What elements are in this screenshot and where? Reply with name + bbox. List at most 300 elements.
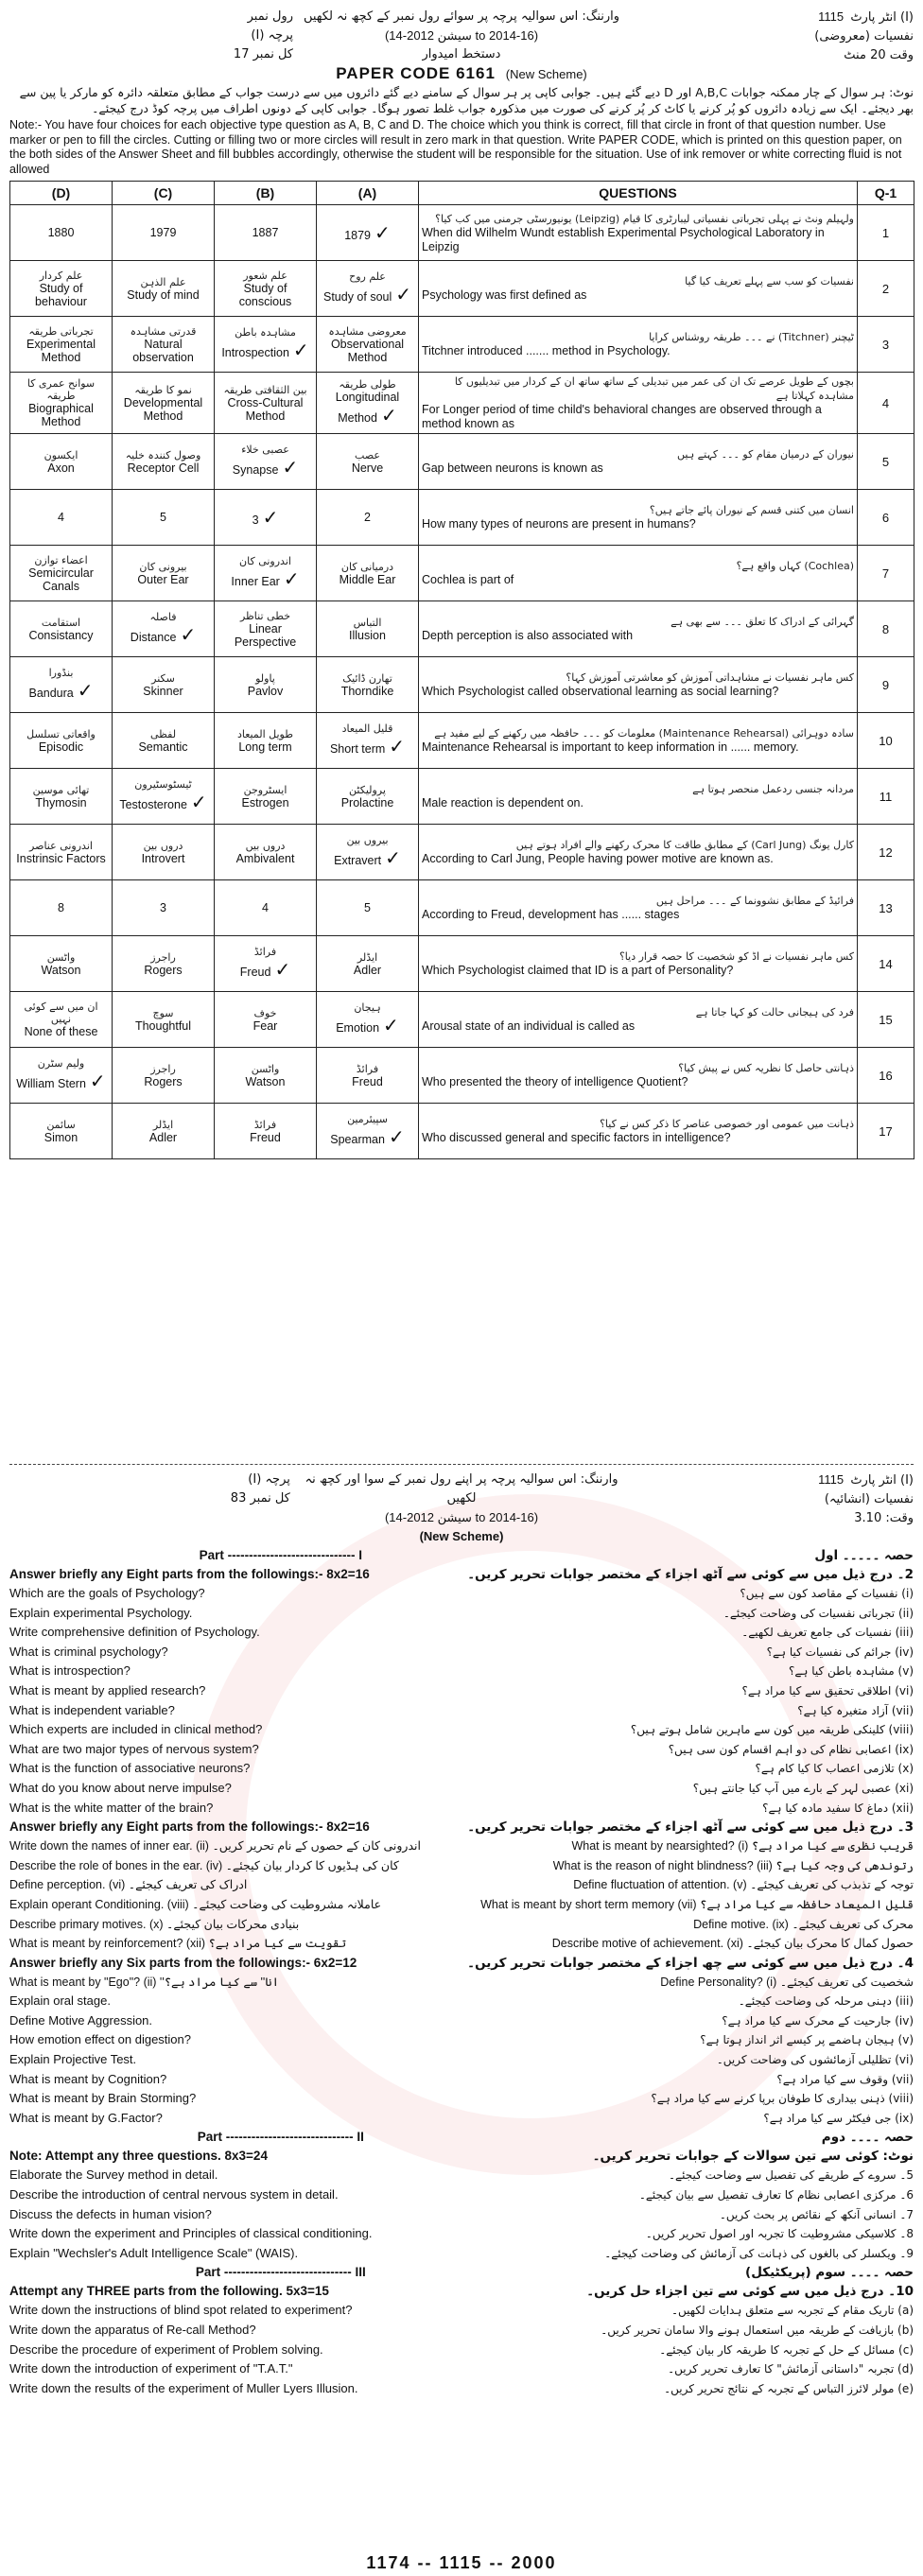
option-d-urdu: سوانح عمری کا طریقہ	[26, 377, 96, 402]
option-a-urdu: ایڈلر	[357, 950, 378, 964]
scheme-text: (New Scheme)	[505, 67, 587, 81]
question-item	[9, 2205, 914, 2225]
check-mark-icon: ✓	[374, 222, 391, 244]
q3-heading: Answer briefly any Eight parts from the followings:- 8x2=16 3۔ درج ذیل میں سے کوئی سے آٹھ اجزاء کے مختصر جوابات تحریر کریں۔	[9, 1819, 914, 1836]
check-mark-icon: ✓	[380, 406, 397, 426]
time-label-2: وقت: 3.10	[854, 1511, 914, 1525]
mcq-row	[10, 373, 914, 434]
option-b	[215, 261, 317, 317]
check-mark-icon: ✓	[282, 458, 299, 479]
question-urdu: گہرائی کے ادراک کا تعلق ۔۔۔ سے بھی ہے	[670, 616, 854, 628]
question-text: How many types of neurons are present in humans?	[422, 517, 696, 531]
question-cell	[419, 657, 858, 713]
question-urdu: ذہانتی حاصل کا نظریہ کس نے پیش کیا؟	[678, 1062, 854, 1074]
question-item	[9, 1701, 914, 1721]
question-item	[9, 2244, 914, 2264]
objective-header	[9, 8, 914, 84]
option-d	[10, 317, 113, 373]
option-b	[215, 992, 317, 1048]
question-number: 5	[858, 434, 914, 490]
option-c-text: Receptor Cell	[127, 461, 200, 475]
option-b-urdu: عصبی خلاء	[241, 444, 289, 456]
objective-section	[9, 8, 914, 1159]
subjective-section	[9, 1458, 914, 2398]
option-c	[113, 434, 215, 490]
question-text: According to Freud, development has ...... stages	[422, 908, 680, 921]
option-b-text: Synapse ✓	[232, 458, 299, 479]
question-urdu: کس ماہر نفسیات نے مشاہداتی آموزش کو معاشرتی آموزش کہا؟	[566, 671, 854, 684]
mcq-row	[10, 825, 914, 880]
option-c-urdu: دروں بین	[143, 839, 183, 852]
question-urdu: (vii) وقوف سے کیا مراد ہے؟	[776, 2072, 914, 2086]
option-a-urdu: تھارن ڈائیک	[342, 671, 392, 685]
question-item	[9, 1584, 914, 1604]
option-c-urdu: سوچ	[152, 1006, 174, 1019]
question-item	[9, 1740, 914, 1760]
option-c-urdu: علم الذہن	[140, 275, 186, 288]
option-b	[215, 317, 317, 373]
question-urdu: (ix) اعصابی نظام کی دو اہم اقسام کون سی ہیں؟	[668, 1742, 914, 1756]
option-d	[10, 490, 113, 546]
option-c-urdu: راجرز	[150, 1062, 176, 1075]
section-divider	[9, 1464, 914, 1465]
question-text: When did Wilhelm Wundt establish Experimental Psychological Laboratory in Leipzig	[422, 225, 825, 253]
question-item	[9, 2050, 914, 2070]
option-b-urdu: مشاہدہ باطن	[235, 326, 296, 339]
question-english: Write comprehensive definition of Psychology.	[9, 1625, 260, 1640]
option-b-text: 3 ✓	[252, 507, 279, 529]
question-cell	[419, 1104, 858, 1159]
exam-code: 1115	[818, 9, 845, 24]
question-pair	[9, 1934, 914, 1954]
option-c-text: Introvert	[141, 851, 185, 865]
mcq-row	[10, 601, 914, 657]
question-text: Psychology was first defined as	[422, 288, 587, 302]
question-item	[9, 1720, 914, 1740]
option-d	[10, 1048, 113, 1104]
option-a-urdu: التباس	[353, 616, 382, 629]
question-cell	[419, 434, 858, 490]
question-english: What do you know about nerve impulse?	[9, 1780, 232, 1795]
question-number: 10	[858, 713, 914, 769]
question-right: What is the reason of night blindness? (iii) رتوندھی کی وجہ کیا ہے؟	[552, 1858, 914, 1872]
question-urdu: نیوران کے درمیان مقام کو ۔۔۔ کہتے ہیں	[677, 448, 854, 461]
option-c	[113, 769, 215, 825]
question-cell	[419, 1048, 858, 1104]
option-c-text: Skinner	[143, 684, 183, 698]
option-c	[113, 936, 215, 992]
option-b	[215, 373, 317, 434]
option-d	[10, 373, 113, 434]
question-urdu: 5۔ سروے کے طریقے کی تفصیل سے وضاحت کیجئے۔	[669, 2168, 914, 2183]
question-left: Define perception. (vi) ادراک کی تعریف کیجئے۔	[9, 1878, 248, 1892]
option-a-urdu: فرائڈ	[356, 1062, 379, 1075]
question-urdu: کس ماہر نفسیات نے اڈ کو شخصیت کا حصہ قرار دیا؟	[618, 950, 854, 963]
option-a	[317, 1048, 419, 1104]
question-english: Write down the apparatus of Re-call Method?	[9, 2323, 256, 2337]
question-item	[9, 1643, 914, 1662]
question-item	[9, 2341, 914, 2360]
option-a-urdu: عصب	[355, 448, 380, 461]
question-item	[9, 2379, 914, 2399]
option-a-urdu: علم روح	[349, 270, 386, 283]
option-c	[113, 205, 215, 261]
check-mark-icon: ✓	[262, 507, 279, 529]
sign-label: دستخط امیدوار	[422, 47, 501, 61]
exam-code-2: 1115	[818, 1472, 845, 1487]
option-c	[113, 261, 215, 317]
col-d-header: (D)	[10, 182, 113, 205]
warning-text-2: وارننگ: اس سوالیہ پرچہ پر اپنے رول نمبر کے سوا اور کچھ نہ لکھیں	[305, 1472, 618, 1506]
question-urdu: مردانہ جنسی ردعمل منحصر ہوتا ہے	[692, 783, 854, 795]
option-b-text: Freud	[250, 1130, 281, 1144]
q2-heading: Answer briefly any Eight parts from the followings:- 8x2=16 2۔ درج ذیل میں سے کوئی سے آٹھ اجزاء کے مختصر جوابات تحریر کریں۔	[9, 1567, 914, 1582]
option-d-urdu: بنڈورا	[48, 667, 74, 679]
option-c-text: Developmental Method	[123, 395, 203, 423]
option-c-urdu: لفظی	[149, 727, 177, 740]
check-mark-icon: ✓	[385, 848, 401, 869]
question-text: For Longer period of time child's behavioral changes are observed through a method known as	[422, 403, 822, 430]
question-urdu: بچوں کے طویل عرصے تک ان کی عمر میں تبدیلی کے ساتھ ساتھ ان کے کردار میں تبدیلیوں کا مشاہدہ کہلاتا ہے	[454, 375, 854, 402]
mcq-row	[10, 205, 914, 261]
question-english: Explain "Wechsler's Adult Intelligence Scale" (WAIS).	[9, 2245, 299, 2260]
question-urdu: (a) تاریک مقام کے تجربہ سے متعلق ہدایات لکھیں۔	[671, 2304, 914, 2318]
check-mark-icon: ✓	[292, 340, 309, 361]
question-number: 14	[858, 936, 914, 992]
option-a-text: Prolactine	[340, 795, 394, 809]
mcq-row	[10, 546, 914, 601]
question-item	[9, 1779, 914, 1799]
option-b-urdu: ایسٹروجن	[243, 783, 287, 796]
option-d	[10, 992, 113, 1048]
question-english: Which experts are included in clinical method?	[9, 1722, 263, 1737]
option-c-text: Study of mind	[127, 287, 200, 302]
question-english: What is criminal psychology?	[9, 1644, 168, 1659]
option-d-text: Study of behaviour	[35, 281, 87, 308]
option-c-urdu: سکنر	[151, 671, 175, 685]
option-a-text: 1879 ✓	[344, 222, 391, 244]
option-a	[317, 373, 419, 434]
mcq-row	[10, 261, 914, 317]
question-right: Describe motive of achievement. (xi) حصول کمال کا محرک بیان کیجئے۔	[551, 1937, 914, 1951]
question-text: Depth perception is also associated with	[422, 629, 634, 642]
question-urdu: (e) مولر لائرز التباس کے تجربہ کے نتائج تحریر کریں۔	[664, 2381, 914, 2395]
option-b-text: Ambivalent	[235, 851, 295, 865]
option-b-text: Estrogen	[241, 795, 289, 809]
col-b-header: (B)	[215, 182, 317, 205]
option-c-text: Rogers	[144, 1074, 183, 1088]
question-urdu: (v) ہیجان ہاضمے پر کیسے اثر انداز ہوتا ہے؟	[700, 2033, 914, 2047]
question-urdu: (vi) تظلیلی آزمائشوں کی وضاحت کریں۔	[716, 2053, 914, 2067]
option-b-text: 4	[262, 901, 269, 914]
question-urdu: (xi) عصبی لہر کے بارے میں آپ کیا جانتے ہیں؟	[692, 1781, 914, 1795]
option-c	[113, 825, 215, 880]
question-urdu: فرد کی ہیجانی حالت کو کہا جاتا ہے	[695, 1006, 854, 1018]
question-urdu: (iii) نفسیات کی جامع تعریف لکھیے۔	[741, 1626, 914, 1640]
mcq-row	[10, 713, 914, 769]
option-b-urdu: اندرونی کان	[239, 555, 291, 567]
question-urdu: (iii) دہنی مرحلہ کی وضاحت کیجئے۔	[738, 1994, 914, 2009]
question-english: Elaborate the Survey method in detail.	[9, 2167, 218, 2183]
option-c-text: Rogers	[144, 963, 183, 977]
option-d	[10, 205, 113, 261]
q4-heading: Answer briefly any Six parts from the followings:- 6x2=12 4۔ درج ذیل میں سے کوئی سے چھ اجزاء کے مختصر جوابات تحریر کریں۔	[9, 1955, 914, 1971]
option-b-text: Study of conscious	[238, 281, 292, 308]
option-c-urdu: قدرتی مشاہدہ	[130, 324, 197, 338]
option-b	[215, 1104, 317, 1159]
question-left: Describe the role of bones in the ear. (iv) کان کی ہڈیوں کا کردار بیان کیجئے۔	[9, 1858, 399, 1872]
option-b	[215, 936, 317, 992]
question-right: What is meant by short term memory (vii) قلیل المیعاد حافظہ سے کیا مراد ہے؟	[480, 1897, 914, 1911]
question-cell	[419, 880, 858, 936]
option-b	[215, 769, 317, 825]
option-a	[317, 880, 419, 936]
question-text: Gap between neurons is known as	[422, 461, 603, 475]
option-c	[113, 490, 215, 546]
option-c-urdu: راجرز	[150, 950, 176, 964]
option-c	[113, 546, 215, 601]
option-d-text: Bandura ✓	[28, 681, 94, 702]
option-a	[317, 769, 419, 825]
option-b	[215, 825, 317, 880]
option-a-text: Longitudinal Method ✓	[335, 391, 400, 426]
question-urdu: (xii) دماغ کا سفید مادہ کیا ہے؟	[762, 1801, 914, 1815]
option-d-text: None of these	[24, 1025, 98, 1038]
option-b	[215, 434, 317, 490]
question-urdu: فرائیڈ کے مطابق نشوونما کے ۔۔۔ مراحل ہیں	[655, 895, 854, 907]
part-3-title: Part ------------------------------ III حصہ ۔۔۔۔ سوم (پریکٹیکل)	[195, 2265, 914, 2281]
question-item	[9, 2109, 914, 2129]
option-b-text: Introspection ✓	[221, 340, 309, 361]
option-a	[317, 1104, 419, 1159]
option-b-urdu: خوف	[253, 1006, 277, 1019]
option-a	[317, 317, 419, 373]
question-cell	[419, 713, 858, 769]
subjective-header	[9, 1471, 914, 1546]
question-urdu: (iv) جارحیت کے محرک سے کیا مراد ہے؟	[722, 2013, 914, 2028]
question-urdu: ولہیلم ونٹ نے پہلی تجرباتی نفسیاتی لیبارٹری کا قیام (Leipzig) یونیورسٹی جرمنی میں کب کیا؟	[435, 212, 854, 225]
option-c	[113, 373, 215, 434]
option-c	[113, 601, 215, 657]
question-pair	[9, 1836, 914, 1856]
option-a-text: Illusion	[349, 628, 386, 642]
session-text: (سیشن 2012-14 to 2014-16)	[384, 28, 539, 43]
question-number: 7	[858, 546, 914, 601]
question-english: What is introspection?	[9, 1663, 131, 1679]
question-text: Titchner introduced ....... method in Psychology.	[422, 344, 670, 357]
option-c	[113, 880, 215, 936]
option-b	[215, 601, 317, 657]
option-b-urdu: پاولو	[255, 671, 275, 685]
q3-list	[9, 1836, 914, 1954]
question-urdu: کارل یونگ (Carl Jung) کے مطابق طاقت کا محرک رکھنے والے افراد ہوتے ہیں	[515, 839, 854, 851]
option-c-urdu: ایڈلر	[152, 1118, 174, 1131]
option-b-urdu: دروں بیں	[245, 839, 286, 852]
question-item	[9, 2359, 914, 2379]
time-label: وقت 20 منٹ	[844, 48, 914, 62]
option-b	[215, 713, 317, 769]
option-d-urdu: تجرباتی طریقہ	[28, 324, 94, 338]
question-urdu: (vii) آزاد متغیرہ کیا ہے؟	[797, 1703, 914, 1717]
question-cell	[419, 373, 858, 434]
option-b	[215, 205, 317, 261]
question-text: Arousal state of an individual is called as	[422, 1019, 636, 1033]
option-c	[113, 713, 215, 769]
question-cell	[419, 825, 858, 880]
question-number: 16	[858, 1048, 914, 1104]
question-urdu: (d) تجربہ "داستانی آزمائش" کا تعارف تحریر کریں۔	[668, 2362, 914, 2376]
question-text: Who discussed general and specific factors in intelligence?	[422, 1131, 731, 1144]
question-urdu: (viii) ذہنی بیداری کا طوفان برپا کرنے سے کیا مراد ہے؟	[651, 2092, 914, 2106]
question-urdu: 7۔ انسانی آنکھ کے نقائص پر بحث کریں۔	[719, 2207, 914, 2221]
option-d	[10, 1104, 113, 1159]
option-c	[113, 1048, 215, 1104]
question-english: Write down the introduction of experiment of "T.A.T."	[9, 2361, 293, 2376]
option-a-text: Freud	[352, 1074, 383, 1088]
question-item	[9, 1992, 914, 2011]
question-item	[9, 2070, 914, 2090]
option-d-text: Episodic	[38, 740, 84, 754]
question-number: 11	[858, 769, 914, 825]
check-mark-icon: ✓	[190, 792, 207, 813]
question-urdu: انسان میں کتنی قسم کے نیوران پائے جاتے ہیں؟	[649, 504, 854, 516]
option-c-text: Semantic	[138, 740, 188, 754]
option-c-text: Outer Ear	[137, 572, 189, 586]
option-c-urdu: بیرونی کان	[139, 560, 187, 573]
option-d-text: William Stern ✓	[16, 1071, 106, 1092]
question-number: 13	[858, 880, 914, 936]
option-d	[10, 601, 113, 657]
question-text: Cochlea is part of	[422, 573, 514, 586]
question-english: Explain oral stage.	[9, 1993, 111, 2009]
option-a	[317, 546, 419, 601]
option-a-text: 5	[364, 901, 371, 914]
option-a-urdu: بیروں بین	[346, 834, 389, 846]
option-d	[10, 880, 113, 936]
question-english: Write down the instructions of blind spot related to experiment?	[9, 2303, 353, 2318]
question-english: Describe the procedure of experiment of Problem solving.	[9, 2341, 323, 2357]
question-cell	[419, 546, 858, 601]
question-english: What is meant by Brain Storming?	[9, 2091, 197, 2106]
part-2-list	[9, 2166, 914, 2263]
question-urdu: (b) بازیافت کے طریقہ میں استعمال ہونے والا سامان تحریر کریں۔	[601, 2324, 914, 2337]
option-b-text: Freud ✓	[239, 960, 291, 981]
question-item	[9, 2224, 914, 2244]
option-d-urdu: تھائی موسین	[32, 783, 90, 796]
question-english: How emotion effect on digestion?	[9, 2032, 191, 2047]
question-number: 1	[858, 205, 914, 261]
question-left: Explain operant Conditioning. (viii) عاملانہ مشروطیت کی وضاحت کیجئے۔	[9, 1897, 382, 1911]
option-b-urdu: فرائڈ	[253, 946, 277, 958]
option-a-text: Spearman ✓	[330, 1127, 405, 1148]
check-mark-icon: ✓	[389, 737, 406, 757]
part-2-note: Note: Attempt any three questions. 8x3=24 نوٹ: کوئی سے تین سوالات کے جوابات تحریر کریں۔	[9, 2149, 914, 2165]
option-a-urdu: ہیجان	[354, 1001, 381, 1014]
option-a	[317, 434, 419, 490]
question-urdu: (iv) جرائم کی نفسیات کیا ہے؟	[766, 1645, 914, 1659]
question-item	[9, 2301, 914, 2321]
option-d-text: Watson	[41, 963, 81, 977]
question-cell	[419, 936, 858, 992]
question-cell	[419, 601, 858, 657]
option-d	[10, 936, 113, 992]
option-d-text: Experimental Method	[26, 337, 96, 364]
question-english: What is independent variable?	[9, 1702, 175, 1717]
question-number: 8	[858, 601, 914, 657]
question-english: Describe the introduction of central nervous system in detail.	[9, 2187, 339, 2202]
option-c	[113, 317, 215, 373]
question-english: Which are the goals of Psychology?	[9, 1586, 205, 1600]
question-english: What are two major types of nervous system?	[9, 1741, 259, 1756]
option-d-urdu: واقعاتی تسلسل	[26, 727, 96, 740]
question-number: 4	[858, 373, 914, 434]
question-urdu: 6۔ مرکزی اعصابی نظام کا تعارف تفصیل سے بیان کیجئے۔	[638, 2188, 914, 2202]
option-a-text: Middle Ear	[339, 572, 396, 586]
question-urdu: (ii) تجرباتی نفسیات کی وضاحت کیجئے۔	[723, 1606, 914, 1620]
mcq-row	[10, 1048, 914, 1104]
question-text: Maintenance Rehearsal is important to keep information in ...... memory.	[422, 740, 799, 754]
note-english: Note:- You have four choices for each objective type question as A, B, C and D. The choice which you think is correct, fill that circle in front of that question number. Use marker or pen to fill the circles. Cutting or filling two or more circles will result in zero mark in that question. Write PAPER CODE, which is printed on this question paper, on the both sides of the Answer Sheet and fill bubbles accordingly, otherwise the student will be responsible for the situation. Use of ink remover or white correcting fluid is not allowed	[9, 118, 902, 176]
question-text: Which Psychologist claimed that ID is a part of Personality?	[422, 964, 734, 977]
col-c-header: (C)	[113, 182, 215, 205]
option-d-text: Simon	[44, 1130, 78, 1144]
question-text: Who presented the theory of intelligence Quotient?	[422, 1075, 688, 1088]
option-d	[10, 657, 113, 713]
question-left: Write down the names of inner ear. (ii) اندرونی کان کے حصوں کے نام تحریر کریں۔	[9, 1839, 421, 1854]
option-d-urdu: اعضاء توازن	[34, 553, 88, 566]
question-right: What is meant by nearsighted? (i) قریب نظری سے کیا مراد ہے؟	[571, 1839, 914, 1854]
question-urdu: ٹیچنر (Titchner) نے ۔۔۔ طریقہ روشناس کرایا	[649, 331, 854, 343]
question-left: What is meant by reinforcement? (xii) تقویت سے کیا مراد ہے؟	[9, 1937, 347, 1951]
mcq-row	[10, 657, 914, 713]
question-cell	[419, 490, 858, 546]
question-item	[9, 1604, 914, 1624]
option-d	[10, 713, 113, 769]
question-item	[9, 1662, 914, 1681]
question-cell	[419, 261, 858, 317]
question-number: 12	[858, 825, 914, 880]
question-pair	[9, 1856, 914, 1876]
question-item	[9, 2089, 914, 2109]
question-english: What is the function of associative neurons?	[9, 1761, 251, 1776]
question-item	[9, 2011, 914, 2031]
question-number: 9	[858, 657, 914, 713]
question-cell	[419, 317, 858, 373]
question-english: Explain experimental Psychology.	[9, 1605, 193, 1620]
option-d-text: Semicircular Canals	[28, 566, 94, 593]
option-c-urdu: فاصلہ	[149, 611, 177, 623]
question-item	[9, 1681, 914, 1701]
question-item	[9, 2185, 914, 2205]
option-a-urdu: درمیانی کان	[340, 560, 394, 573]
option-c-text: 3	[160, 901, 166, 914]
option-a-text: Thorndike	[340, 684, 394, 698]
option-c-text: Natural observation	[132, 337, 194, 364]
q4-list	[9, 1992, 914, 2128]
mcq-row	[10, 880, 914, 936]
option-d-urdu: علم کردار	[39, 269, 83, 282]
question-english: What is meant by G.Factor?	[9, 2110, 163, 2125]
option-a	[317, 992, 419, 1048]
paper-label: پرچہ (I)	[251, 28, 293, 43]
q4-first-row: What is meant by "Ego"? (ii) ''انا'' سے کیا مراد ہے؟ Define Personality? (i) شخصیت کی تعریف کیجئے۔	[9, 1975, 914, 1989]
option-a	[317, 825, 419, 880]
option-d-text: 8	[58, 901, 64, 914]
question-pair	[9, 1875, 914, 1895]
option-b	[215, 1048, 317, 1104]
mcq-header-row	[10, 182, 914, 205]
option-c-text: 5	[160, 511, 166, 524]
